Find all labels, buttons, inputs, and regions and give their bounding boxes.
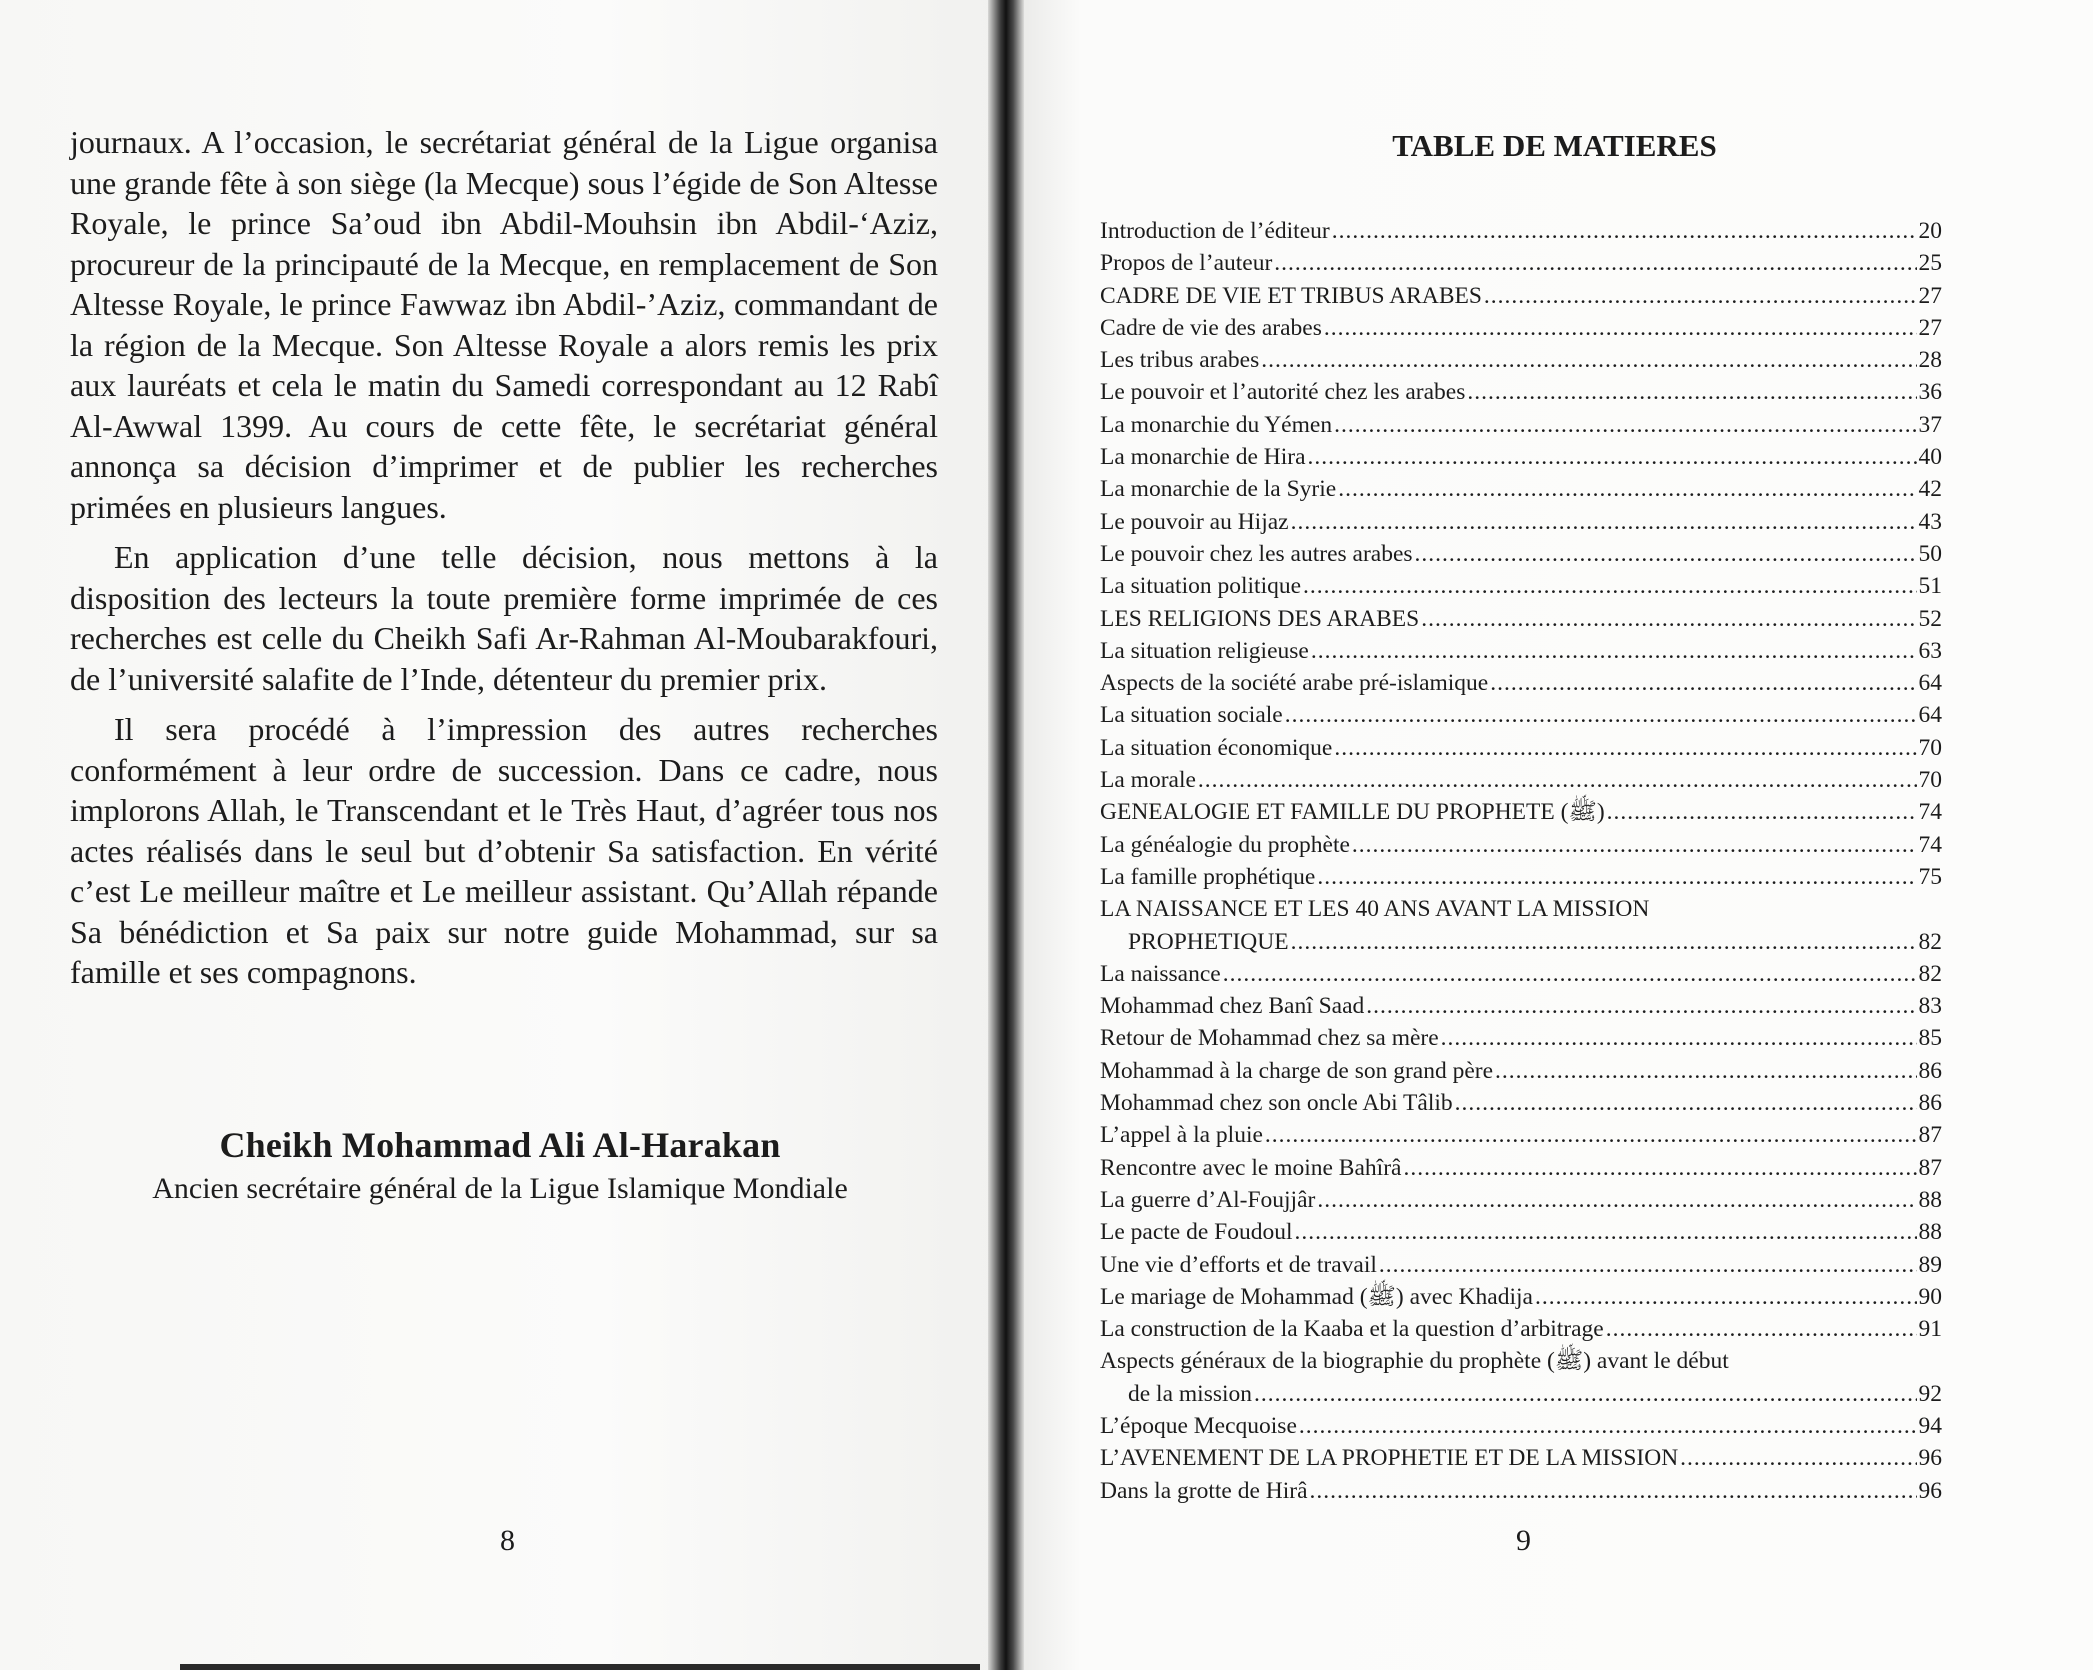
paragraph: Il sera procédé à l’impression des autres recherches conformément à leur ordre de succession. Dans ce cadre, nous implorons Allah, le Transcendant et le Très Haut, d’agréer tous nos actes réalisés dans le seul but d’obtenir Sa satisfaction. En vérité c’est Le meilleur maître et Le meilleur assistant. Qu’Allah répande Sa bénédiction et Sa paix sur notre guide Mohammad, sur sa famille et ses compagnons. — [70, 711, 938, 990]
toc-leader-dots — [1291, 926, 1917, 958]
toc-entry-page: 96 — [1918, 1477, 1942, 1504]
left-page-text — [70, 122, 938, 1003]
page-bottom-edge — [180, 1664, 980, 1670]
toc-entry-title: La monarchie de Hira — [1100, 444, 1306, 471]
toc-entry-title: La famille prophétique — [1100, 863, 1316, 890]
toc-entry-title: La situation politique — [1100, 573, 1302, 600]
toc-entry-page: 36 — [1918, 379, 1942, 406]
toc-leader-dots — [1311, 635, 1917, 667]
toc-entry-page: 91 — [1918, 1316, 1942, 1343]
toc-entry-page: 88 — [1918, 1186, 1942, 1213]
toc-entry-page: 70 — [1918, 767, 1942, 794]
toc-entry-page: 87 — [1918, 1154, 1942, 1181]
toc-leader-dots — [1223, 958, 1917, 990]
toc-entry — [1100, 1152, 1942, 1184]
toc-entry-title: Le pouvoir et l’autorité chez les arabes — [1100, 379, 1466, 406]
toc-leader-dots — [1332, 215, 1917, 247]
toc-entry-page: 27 — [1918, 314, 1942, 341]
toc-entry-page: 82 — [1918, 960, 1942, 987]
toc-entry — [1100, 1119, 1942, 1151]
toc-leader-dots — [1352, 829, 1917, 861]
toc-entry — [1100, 1087, 1942, 1119]
toc-entry-page: 42 — [1918, 476, 1942, 503]
toc-entry-title: La monarchie de la Syrie — [1100, 476, 1337, 503]
toc-entry-title: La construction de la Kaaba et la question d’arbitrage — [1100, 1316, 1604, 1343]
toc-leader-dots — [1495, 1055, 1916, 1087]
toc-entry-title: La situation sociale — [1100, 702, 1283, 729]
book-gutter — [988, 0, 1024, 1670]
toc-entry-page: 63 — [1918, 637, 1942, 664]
toc-entry-title: Dans la grotte de Hirâ — [1100, 1477, 1308, 1504]
toc-entry-page: 74 — [1918, 831, 1942, 858]
toc-leader-dots — [1308, 441, 1917, 473]
toc-entry-page: 83 — [1918, 993, 1942, 1020]
toc-leader-dots — [1455, 1087, 1917, 1119]
toc-entry-page: 52 — [1918, 605, 1942, 632]
toc-leader-dots — [1467, 376, 1916, 408]
paragraph: En application d’une telle décision, nous mettons à la disposition des lecteurs la toute première forme imprimée de ces recherches est celle du Cheikh Safi Ar-Rahman Al-Moubarakfouri, de l’université salafite de l’Inde, détenteur du premier prix. — [70, 539, 938, 697]
toc-entry — [1100, 473, 1942, 505]
toc-entry — [1100, 1055, 1942, 1087]
toc-leader-dots — [1299, 1410, 1917, 1442]
toc-entry-title: L’époque Mecquoise — [1100, 1412, 1297, 1439]
toc-leader-dots — [1607, 796, 1917, 828]
toc-leader-dots — [1265, 1119, 1917, 1151]
toc-leader-dots — [1403, 1152, 1916, 1184]
toc-entry — [1100, 732, 1942, 764]
toc-entry — [1100, 1022, 1942, 1054]
toc-entry-title: La situation religieuse — [1100, 637, 1309, 664]
toc-entry-page: 43 — [1918, 508, 1942, 535]
toc-entry-page: 94 — [1918, 1412, 1942, 1439]
toc-entry-page: 64 — [1918, 702, 1942, 729]
signature-title: Ancien secrétaire général de la Ligue Islamique Mondiale — [152, 1172, 848, 1205]
toc-entry — [1100, 344, 1942, 376]
toc-entry-page: 75 — [1918, 863, 1942, 890]
toc-entry-title: Propos de l’auteur — [1100, 250, 1273, 277]
toc-entry-title: La généalogie du prophète — [1100, 831, 1350, 858]
toc-entry — [1100, 247, 1942, 279]
toc-leader-dots — [1379, 1249, 1917, 1281]
toc-entry-page: 64 — [1918, 670, 1942, 697]
toc-entry-page: 25 — [1918, 250, 1942, 277]
toc-entry-title: L’AVENEMENT DE LA PROPHETIE ET DE LA MISSION — [1100, 1445, 1679, 1472]
toc-entry-page: 86 — [1918, 1057, 1942, 1084]
toc-entry — [1100, 441, 1942, 473]
toc-entry — [1100, 1475, 1942, 1507]
toc-entry-title: La situation économique — [1100, 734, 1333, 761]
toc-entry-title: de la mission — [1128, 1380, 1253, 1407]
toc-entry-title: L’appel à la pluie — [1100, 1122, 1263, 1149]
toc-leader-dots — [1303, 570, 1916, 602]
toc-leader-dots — [1317, 861, 1916, 893]
toc-entry — [1100, 376, 1942, 408]
paragraph: journaux. A l’occasion, le secrétariat général de la Ligue organisa une grande fête à son siège (la Mecque) sous l’égide de Son Altesse Royale, le prince Sa’oud ibn Abdil-Mouhsin ibn Abdil-‘Aziz, procureur de la principauté de la Mecque, en remplacement de Son Altesse Royale, le prince Fawwaz ibn Abdil-’Aziz, commandant de la région de la Mecque. Son Altesse Royale a alors remis les prix aux lauréats et cela le matin du Samedi correspondant au 12 Rabî Al-Awwal 1399. Au cours de cette fête, le secrétariat général annonça sa décision d’imprimer et de publier les recherches primées en plusieurs langues. — [70, 124, 938, 525]
toc-entry-title-line: Aspects généraux de la biographie du prophète (ﷺ) avant le début — [1100, 1348, 1729, 1375]
toc-leader-dots — [1274, 247, 1916, 279]
toc-entry — [1100, 1249, 1942, 1281]
toc-leader-dots — [1317, 1184, 1916, 1216]
toc-entry-title: La naissance — [1100, 960, 1221, 987]
toc-entry — [1100, 861, 1942, 893]
toc-entry-title: Le pacte de Foudoul — [1100, 1219, 1293, 1246]
toc-entry — [1100, 1281, 1942, 1313]
toc-entry-title: Mohammad à la charge de son grand père — [1100, 1057, 1494, 1084]
toc-entry — [1100, 1345, 1942, 1410]
toc-entry-page: 74 — [1918, 799, 1942, 826]
toc-entry-page: 50 — [1918, 540, 1942, 567]
table-of-contents — [1100, 215, 1942, 1507]
page-number-left: 8 — [500, 1524, 515, 1557]
toc-entry — [1100, 796, 1942, 828]
toc-entry-title: Introduction de l’éditeur — [1100, 218, 1330, 244]
toc-leader-dots — [1334, 409, 1916, 441]
toc-entry — [1100, 1184, 1942, 1216]
toc-entry-title: Le mariage de Mohammad (ﷺ) avec Khadija — [1100, 1283, 1533, 1310]
toc-leader-dots — [1254, 1378, 1916, 1410]
toc-entry-title: La monarchie du Yémen — [1100, 411, 1333, 438]
toc-entry-page: 89 — [1918, 1251, 1942, 1278]
toc-entry-page: 51 — [1918, 573, 1942, 600]
toc-entry — [1100, 215, 1942, 247]
toc-leader-dots — [1366, 990, 1916, 1022]
toc-leader-dots — [1291, 506, 1917, 538]
toc-leader-dots — [1421, 603, 1916, 635]
toc-entry — [1100, 635, 1942, 667]
toc-entry — [1100, 1410, 1942, 1442]
toc-entry — [1100, 506, 1942, 538]
toc-entry-title: Cadre de vie des arabes — [1100, 314, 1322, 341]
toc-entry-title: Aspects de la société arabe pré-islamique — [1100, 670, 1489, 697]
toc-entry — [1100, 829, 1942, 861]
toc-entry-page: 90 — [1918, 1283, 1942, 1310]
toc-leader-dots — [1415, 538, 1917, 570]
toc-leader-dots — [1490, 667, 1916, 699]
toc-entry-page: 87 — [1918, 1122, 1942, 1149]
toc-entry-page: 37 — [1918, 411, 1942, 438]
toc-entry — [1100, 764, 1942, 796]
page-number-right: 9 — [1516, 1524, 1531, 1557]
toc-leader-dots — [1484, 280, 1917, 312]
toc-leader-dots — [1535, 1281, 1917, 1313]
toc-entry-page: 88 — [1918, 1219, 1942, 1246]
toc-entry-title: Rencontre avec le moine Bahîrâ — [1100, 1154, 1402, 1181]
toc-entry-page: 28 — [1918, 347, 1942, 374]
signature-name: Cheikh Mohammad Ali Al-Harakan — [219, 1125, 781, 1165]
toc-entry — [1100, 1313, 1942, 1345]
toc-entry — [1100, 1216, 1942, 1248]
toc-leader-dots — [1680, 1442, 1916, 1474]
toc-entry-page: 20 — [1918, 218, 1942, 244]
toc-leader-dots — [1334, 732, 1916, 764]
toc-entry-page: 92 — [1918, 1380, 1942, 1407]
toc-entry-page: 27 — [1918, 282, 1942, 309]
toc-leader-dots — [1324, 312, 1917, 344]
toc-leader-dots — [1198, 764, 1917, 796]
toc-leader-dots — [1606, 1313, 1917, 1345]
toc-entry-title: Le pouvoir chez les autres arabes — [1100, 540, 1413, 567]
toc-entry-title: Mohammad chez Banî Saad — [1100, 993, 1365, 1020]
toc-entry-title: Le pouvoir au Hijaz — [1100, 508, 1289, 535]
toc-entry-page: 86 — [1918, 1090, 1942, 1117]
toc-entry — [1100, 990, 1942, 1022]
toc-leader-dots — [1310, 1475, 1917, 1507]
toc-entry — [1100, 409, 1942, 441]
toc-entry — [1100, 893, 1942, 958]
toc-leader-dots — [1295, 1216, 1917, 1248]
toc-entry-title: LES RELIGIONS DES ARABES — [1100, 605, 1420, 632]
toc-entry-title: La morale — [1100, 767, 1196, 794]
toc-entry-title: PROPHETIQUE — [1128, 928, 1289, 955]
toc-entry-page: 40 — [1918, 444, 1942, 471]
toc-entry-page: 82 — [1918, 928, 1942, 955]
toc-entry-page: 85 — [1918, 1025, 1942, 1052]
toc-entry — [1100, 958, 1942, 990]
toc-title: TABLE DE MATIERES — [1392, 128, 1717, 163]
toc-leader-dots — [1441, 1022, 1917, 1054]
toc-entry — [1100, 667, 1942, 699]
toc-entry-page: 70 — [1918, 734, 1942, 761]
toc-entry-title-line: LA NAISSANCE ET LES 40 ANS AVANT LA MISSION — [1100, 896, 1650, 923]
toc-entry-title: GENEALOGIE ET FAMILLE DU PROPHETE (ﷺ) — [1100, 799, 1605, 826]
toc-entry — [1100, 312, 1942, 344]
toc-entry — [1100, 699, 1942, 731]
toc-entry-title: Mohammad chez son oncle Abi Tâlib — [1100, 1090, 1453, 1117]
toc-entry-title: CADRE DE VIE ET TRIBUS ARABES — [1100, 282, 1482, 309]
toc-entry-page: 96 — [1918, 1445, 1942, 1472]
toc-entry-title: Une vie d’efforts et de travail — [1100, 1251, 1377, 1278]
toc-entry — [1100, 1442, 1942, 1474]
toc-entry — [1100, 538, 1942, 570]
toc-leader-dots — [1338, 473, 1916, 505]
toc-entry-title: Retour de Mohammad chez sa mère — [1100, 1025, 1439, 1052]
toc-entry-title: La guerre d’Al-Foujjâr — [1100, 1186, 1316, 1213]
toc-entry — [1100, 603, 1942, 635]
toc-entry-title: Les tribus arabes — [1100, 347, 1260, 374]
toc-entry — [1100, 280, 1942, 312]
toc-leader-dots — [1261, 344, 1916, 376]
toc-entry — [1100, 570, 1942, 602]
toc-leader-dots — [1285, 699, 1917, 731]
